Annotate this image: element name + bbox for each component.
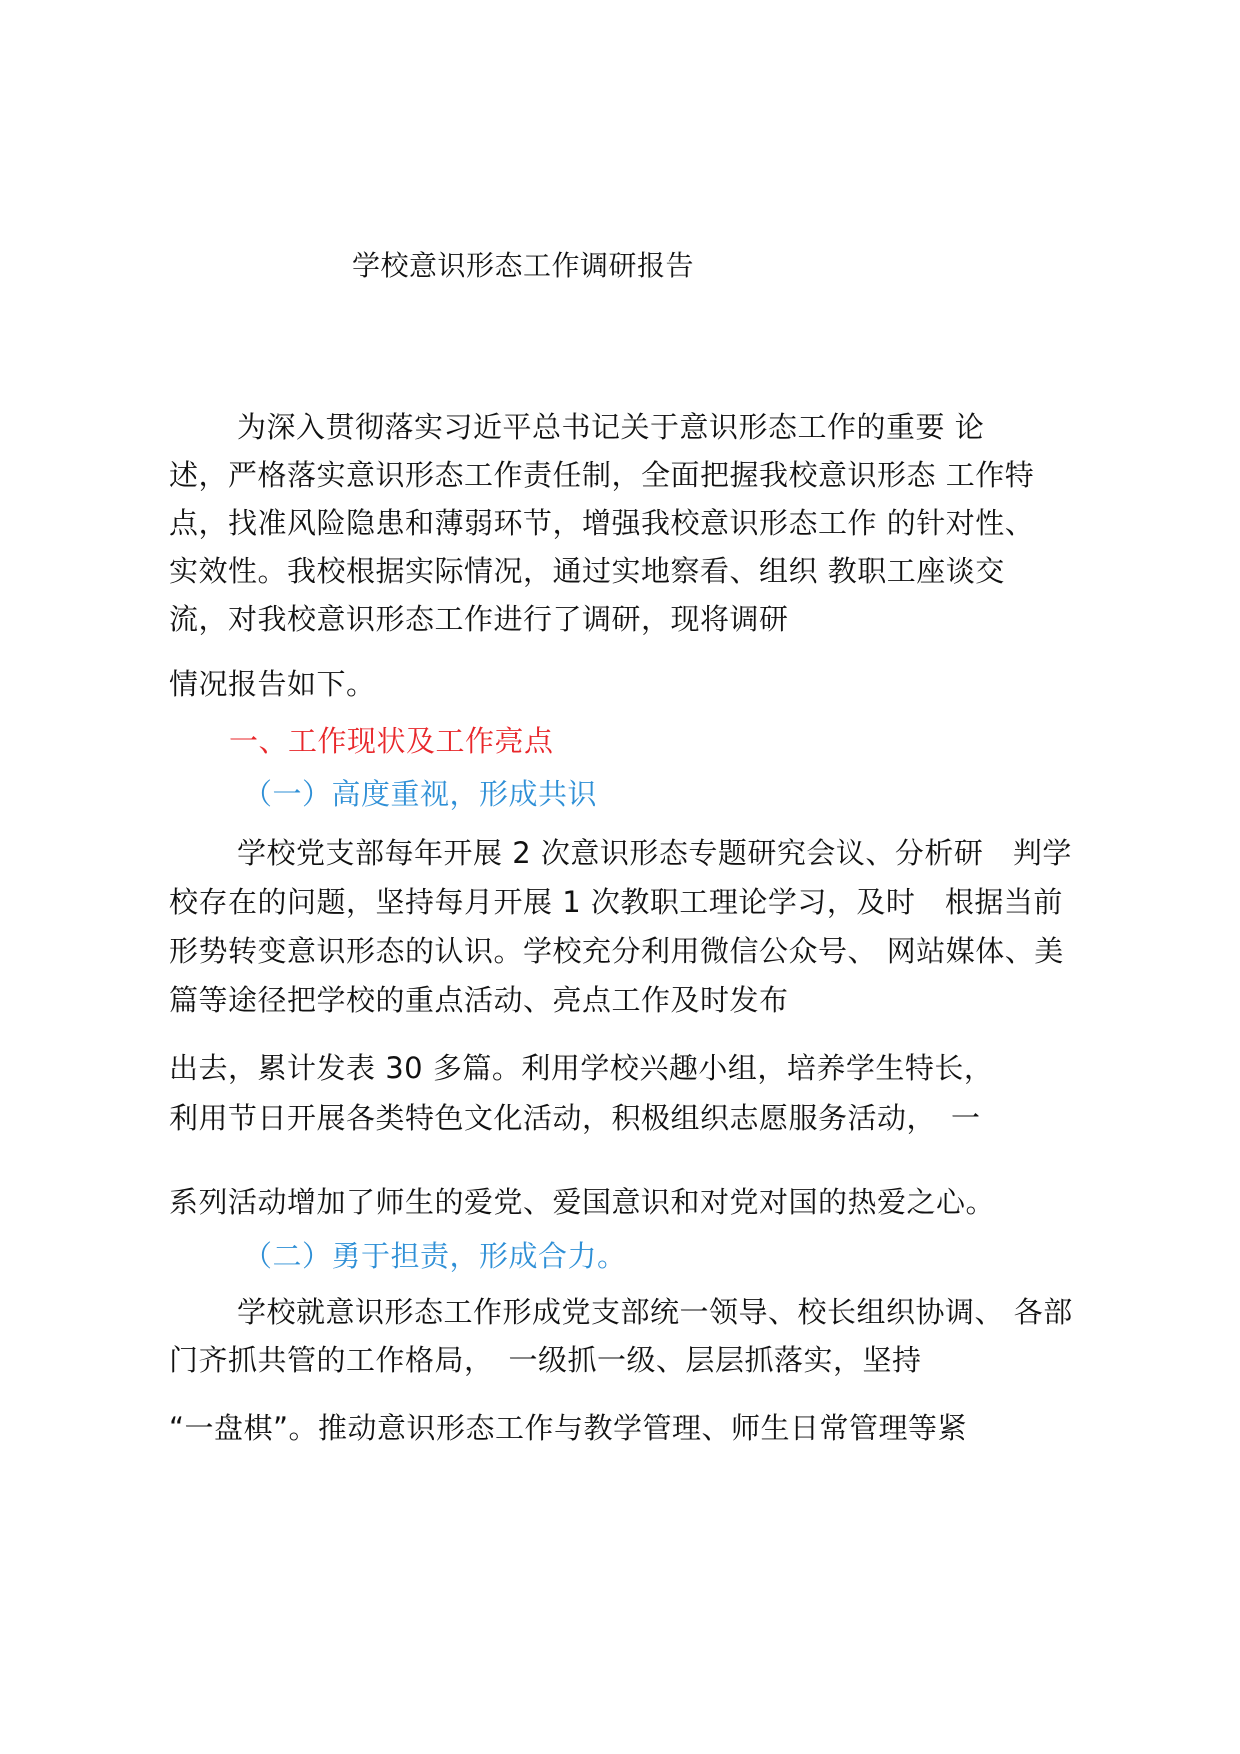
body-line: 门齐抓共管的工作格局， 一级抓一级、层层抓落实，坚持 — [169, 1343, 922, 1377]
intro-line: 流，对我校意识形态工作进行了调研，现将调研 — [169, 602, 789, 636]
body-line: 学校就意识形态工作形成党支部统一领导、校长组织协调、 各部 — [237, 1295, 1073, 1329]
body-line: 学校党支部每年开展 2 次意识形态专题研究会议、分析研 判学 — [237, 836, 1072, 870]
intro-line: 述，严格落实意识形态工作责任制，全面把握我校意识形态 工作特 — [169, 458, 1035, 492]
body-line: 校存在的问题，坚持每月开展 1 次教职工理论学习，及时 根据当前 — [169, 885, 1063, 919]
section-heading-1: 一、工作现状及工作亮点 — [229, 724, 554, 758]
intro-line: 为深入贯彻落实习近平总书记关于意识形态工作的重要 论 — [237, 410, 985, 444]
body-line: “一盘棋”。推动意识形态工作与教学管理、师生日常管理等紧 — [169, 1411, 968, 1445]
body-line: 利用节日开展各类特色文化活动，积极组织志愿服务活动， 一 — [169, 1101, 981, 1135]
intro-line: 情况报告如下。 — [169, 667, 376, 701]
intro-line: 实效性。我校根据实际情况，通过实地察看、组织 教职工座谈交 — [169, 554, 1005, 588]
intro-line: 点，找准风险隐患和薄弱环节，增强我校意识形态工作 的针对性、 — [169, 506, 1035, 540]
body-line: 系列活动增加了师生的爱党、爱国意识和对党对国的热爱之心。 — [169, 1185, 996, 1219]
subsection-heading-2: （二）勇于担责，形成合力。 — [243, 1239, 627, 1273]
body-line: 形势转变意识形态的认识。学校充分利用微信公众号、 网站媒体、美 — [169, 934, 1064, 968]
subsection-heading-1: （一）高度重视，形成共识 — [243, 777, 598, 811]
body-line: 篇等途径把学校的重点活动、亮点工作及时发布 — [169, 983, 789, 1017]
body-line: 出去，累计发表 30 多篇。利用学校兴趣小组，培养学生特长， — [169, 1051, 994, 1085]
document-title: 学校意识形态工作调研报告 — [352, 249, 695, 282]
